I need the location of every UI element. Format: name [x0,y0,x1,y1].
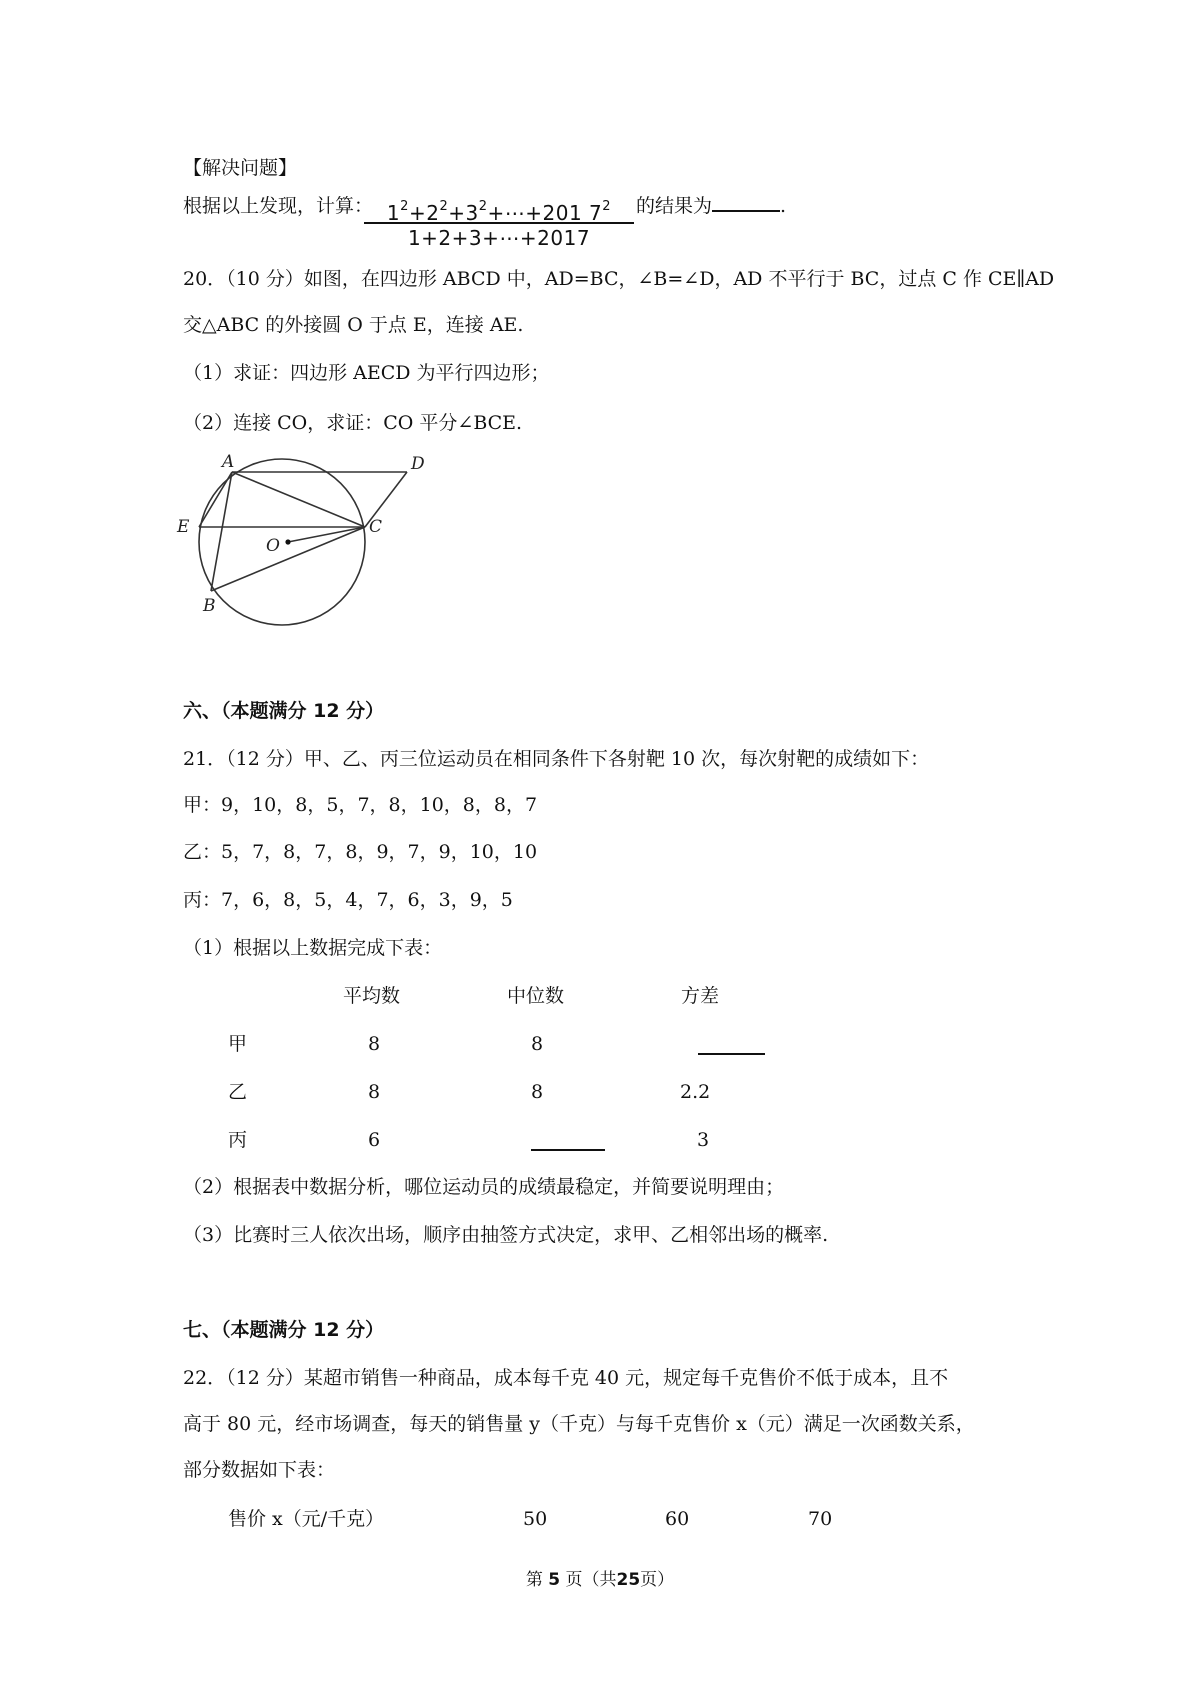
page-footer: 第 5 页（共25页） [525,1570,675,1590]
sum-fraction [364,192,634,252]
q20-part1: （1）求证：四边形 AECD 为平行四边形； [183,362,550,384]
row-yi-mean: 8 [368,1081,381,1103]
answer-blank [712,210,780,212]
segment-ac [232,472,365,527]
label-a: A [222,452,235,472]
geometry-figure [175,450,435,630]
q22-line3: 部分数据如下表： [183,1459,336,1481]
row-jia-median: 8 [531,1033,544,1055]
row-yi-variance: 2.2 [680,1081,711,1103]
total-page-count: 25 [616,1570,641,1590]
row-bing-name: 丙 [228,1129,248,1151]
row-bing-mean: 6 [368,1129,381,1151]
circumcircle [199,459,365,625]
header-mean: 平均数 [343,985,401,1007]
row-jia-name: 甲 [228,1033,248,1055]
label-d: D [411,454,425,474]
section-seven-heading: 七、（本题满分 12 分） [183,1319,385,1341]
current-page-number: 5 [548,1570,561,1590]
q21-intro: 21．（12 分）甲、乙、丙三位运动员在相同条件下各射靶 10 次，每次射靶的成绩如下： [183,748,930,770]
row-bing-variance: 3 [697,1129,710,1151]
header-median: 中位数 [507,985,565,1007]
price-value-70: 70 [808,1508,833,1530]
segment-bc [211,527,365,591]
section-six-heading: 六、（本题满分 12 分） [183,700,385,722]
q21-bing-scores: 丙：7，6，8，5，4，7，6，3，9，5 [183,889,513,911]
blank-bing-median [531,1149,605,1151]
q20-line1: 20．（10 分）如图，在四边形 ABCD 中，AD=BC，∠B=∠D，AD 不平行于 BC，过点 C 作 CE∥AD [183,268,1055,290]
compute-prefix: 根据以上发现，计算： [183,195,374,217]
price-value-60: 60 [665,1508,690,1530]
label-e: E [177,517,190,537]
q21-yi-scores: 乙：5，7，8，7，8，9，7，9，10，10 [183,841,538,863]
blank-jia-variance [698,1053,765,1055]
label-b: B [203,596,216,616]
fraction-numerator: $1^2+2^2+3^2+\cdots+201$ $7^2$ [364,192,634,224]
q21-jia-scores: 甲：9，10，8，5，7，8，10，8，8，7 [183,794,538,816]
q22-line2: 高于 80 元，经市场调查，每天的销售量 y（千克）与每千克售价 x（元）满足一次函数关系， [183,1413,975,1435]
row-yi-name: 乙 [228,1081,248,1103]
q21-part1: （1）根据以上数据完成下表： [183,937,443,959]
row-jia-mean: 8 [368,1033,381,1055]
fraction-denominator: 1+2+3+⋯+2017 [407,226,591,250]
solve-heading: 【解决问题】 [183,157,298,179]
compute-suffix: 的结果为 . [636,195,787,217]
q20-part2: （2）连接 CO，求证：CO 平分∠BCE. [183,412,523,434]
q22-line1: 22．（12 分）某超市销售一种商品，成本每千克 40 元，规定每千克售价不低于成本，且不 [183,1367,949,1389]
segment-oc [288,527,365,542]
label-o: O [266,536,280,556]
q21-part3: （3）比赛时三人依次出场，顺序由抽签方式决定，求甲、乙相邻出场的概率. [183,1224,829,1246]
row-yi-median: 8 [531,1081,544,1103]
price-table-label: 售价 x（元/千克） [228,1508,385,1530]
center-point-o [285,539,290,544]
q21-part2: （2）根据表中数据分析，哪位运动员的成绩最稳定，并简要说明理由； [183,1176,785,1198]
q20-line2: 交△ABC 的外接圆 O 于点 E，连接 AE. [183,314,524,336]
header-variance: 方差 [681,985,720,1007]
price-value-50: 50 [523,1508,548,1530]
label-c: C [369,517,383,537]
